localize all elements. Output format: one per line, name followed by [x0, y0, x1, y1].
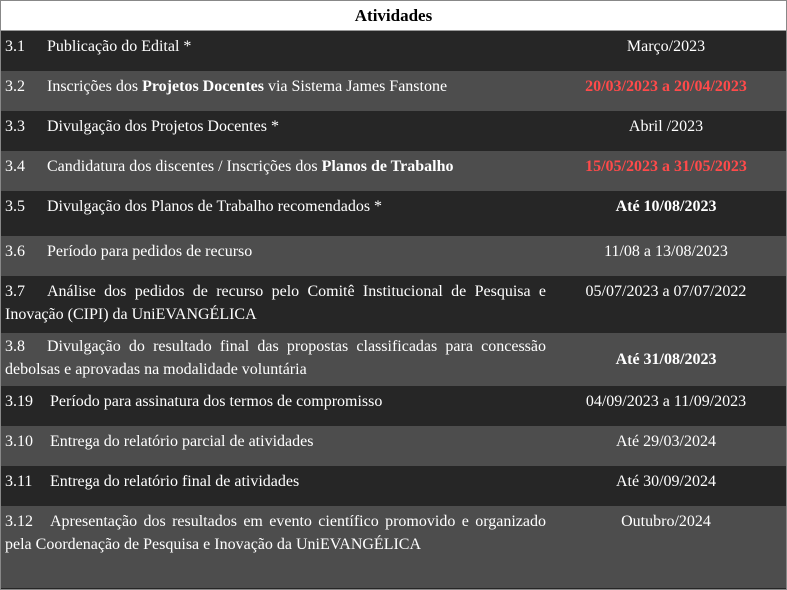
row-number: 3.3: [5, 118, 25, 135]
date-cell: Março/2023: [626, 38, 706, 55]
table-row: [1, 31, 786, 71]
row-number: 3.6: [5, 243, 25, 260]
date-cell: Até 10/08/2023: [615, 198, 717, 215]
activity-text: Publicação do Edital *: [47, 38, 192, 55]
date-cell: Até 30/09/2024: [616, 473, 716, 490]
date-cell: 15/05/2023 a 31/05/2023: [585, 158, 747, 175]
row-number: 3.11: [5, 473, 33, 490]
activity-text: Período para assinatura dos termos de compromisso: [50, 393, 383, 410]
table-row: [1, 71, 786, 111]
activity-text-bold: Planos de Trabalho: [321, 158, 454, 175]
activity-cell: [1, 333, 546, 386]
activity-text: Divulgação dos Projetos Docentes *: [47, 118, 279, 135]
row-number: 3.10: [5, 433, 33, 450]
date-cell: Até 31/08/2023: [615, 351, 717, 368]
activity-cell: [1, 111, 546, 151]
activity-cell: [1, 191, 546, 236]
table-row: [1, 426, 786, 466]
table-row: [1, 386, 786, 426]
activity-text-bold: Projetos Docentes: [142, 78, 264, 95]
row-number: 3.7: [5, 283, 25, 300]
date-cell: Até 29/03/2024: [616, 433, 716, 450]
row-number: 3.4: [5, 158, 25, 175]
row-number: 3.19: [5, 393, 33, 410]
row-number: 3.12: [5, 513, 33, 530]
table-row: [1, 506, 786, 588]
date-cell: Abril /2023: [628, 118, 704, 135]
activity-text: Inscrições dos: [47, 78, 143, 95]
activity-text: Entrega do relatório final de atividades: [50, 473, 300, 490]
table-row: [1, 333, 786, 386]
table-row: [1, 111, 786, 151]
date-cell: 20/03/2023 a 20/04/2023: [585, 78, 747, 95]
activity-cell: [1, 466, 546, 506]
date-cell: Outubro/2024: [621, 513, 711, 530]
date-cell: 05/07/2023 a 07/07/2022: [585, 283, 747, 300]
activity-cell: [1, 506, 546, 588]
activity-text: Apresentação dos resultados em evento científico promovido e organizado pela Coordenação de Pesquisa e Inovação da UniEVANGÉLICA: [5, 513, 546, 553]
activity-text: Candidatura dos discentes / Inscrições dos: [47, 158, 322, 175]
table-row: [1, 276, 786, 333]
row-number: 3.5: [5, 198, 25, 215]
activity-cell: [1, 426, 546, 466]
activity-cell: [1, 31, 546, 71]
activity-text: Período para pedidos de recurso: [47, 243, 253, 260]
activity-cell: [1, 71, 546, 111]
activity-cell: [1, 386, 546, 426]
activity-cell: [1, 276, 546, 333]
activity-text: Entrega do relatório parcial de atividades: [50, 433, 314, 450]
table-row: [1, 151, 786, 191]
activity-text: Análise dos pedidos de recurso pelo Comitê Institucional de Pesquisa e Inovação (CIPI) da UniEVANGÉLICA: [5, 283, 546, 323]
activity-text: Divulgação do resultado final das propostas classificadas para concessão debolsas e aprovadas na modalidade voluntária: [5, 338, 546, 378]
row-number: 3.2: [5, 78, 25, 95]
date-cell: 11/08 a 13/08/2023: [604, 243, 728, 260]
date-cell: 04/09/2023 a 11/09/2023: [585, 393, 747, 410]
row-number: 3.1: [5, 38, 25, 55]
table-row: [1, 236, 786, 276]
table-row: [1, 466, 786, 506]
activity-text: Divulgação dos Planos de Trabalho recomendados *: [47, 198, 383, 215]
table-header: Atividades: [1, 1, 786, 31]
row-number: 3.8: [5, 338, 25, 355]
activity-text: via Sistema James Fanstone: [263, 78, 448, 95]
activity-cell: [1, 236, 546, 276]
activity-cell: [1, 151, 546, 191]
table-row: [1, 191, 786, 236]
